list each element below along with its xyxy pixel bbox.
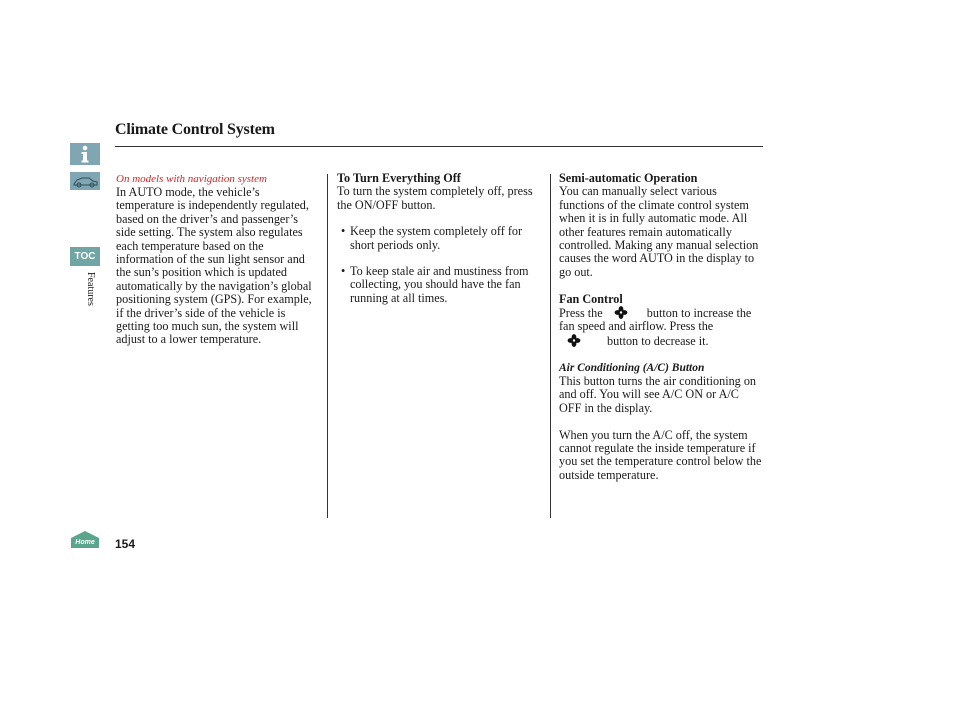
column-auto-mode	[116, 172, 320, 347]
car-icon	[70, 172, 100, 190]
fan-low-icon	[565, 334, 583, 347]
column-turn-off	[337, 172, 533, 305]
fan-text-decrease: button to decrease it.	[607, 333, 709, 348]
info-icon	[70, 143, 100, 165]
turn-off-text: To turn the system completely off, press the ON/OFF button.	[337, 184, 533, 212]
list-item-text: To keep stale air and mustiness from collecting, you should have the fan running at all times.	[350, 264, 529, 305]
bullet-icon: •	[341, 264, 346, 279]
column-semi-auto	[559, 172, 764, 482]
ac-button-text: This button turns the air conditioning on and off. You will see A/C ON or A/C OFF in the display.	[559, 374, 757, 415]
bullet-icon: •	[341, 224, 346, 239]
home-icon	[69, 530, 101, 549]
home-button[interactable]	[69, 530, 101, 549]
list-item-text: Keep the system completely off for short periods only.	[350, 224, 523, 252]
page-number: 154	[115, 537, 136, 551]
list-item	[341, 225, 533, 252]
ac-off-text: When you turn the A/C off, the system cannot regulate the inside temperature if you set the temperature control below the outside temperature.	[559, 427, 762, 482]
column-divider	[550, 174, 551, 518]
fan-text-press: Press the	[559, 306, 603, 321]
section-label: Features	[85, 272, 96, 306]
title-divider	[115, 146, 763, 147]
auto-mode-text: In AUTO mode, the vehicle’s temperature is independently regulated, based on the driver’s and passenger’s side setting. The system also regulates each temperature based on the information of the sun light sensor and the sun’s position which is updated automatically by the navigation’s global positioning system (GPS). For example, if the driver’s side of the vehicle is getting too much sun, the system will adjust to a lower temperature.	[116, 185, 312, 347]
turn-off-heading: To Turn Everything Off	[337, 171, 461, 185]
fan-text-increase: button to increase the fan speed and airflow. Press the	[559, 306, 752, 334]
model-note: On models with navigation system	[116, 173, 267, 185]
column-divider	[327, 174, 328, 518]
semi-auto-heading: Semi-automatic Operation	[559, 171, 698, 185]
fan-control-text	[559, 306, 764, 348]
list-item	[341, 265, 533, 305]
fan-control-heading: Fan Control	[559, 291, 623, 306]
ac-button-heading: Air Conditioning (A/C) Button	[559, 361, 705, 374]
vehicle-tab[interactable]	[70, 172, 100, 190]
fan-high-icon	[612, 306, 630, 319]
info-tab[interactable]	[70, 143, 100, 165]
home-label: Home	[75, 539, 95, 546]
semi-auto-text: You can manually select various functions of the climate control system when it is in fully automatic mode. All other features remain automatically controlled. Making any manual selection causes the word AUTO in the display to go out.	[559, 184, 759, 279]
page-title: Climate Control System	[115, 121, 275, 138]
toc-button[interactable]: TOC	[70, 247, 100, 266]
